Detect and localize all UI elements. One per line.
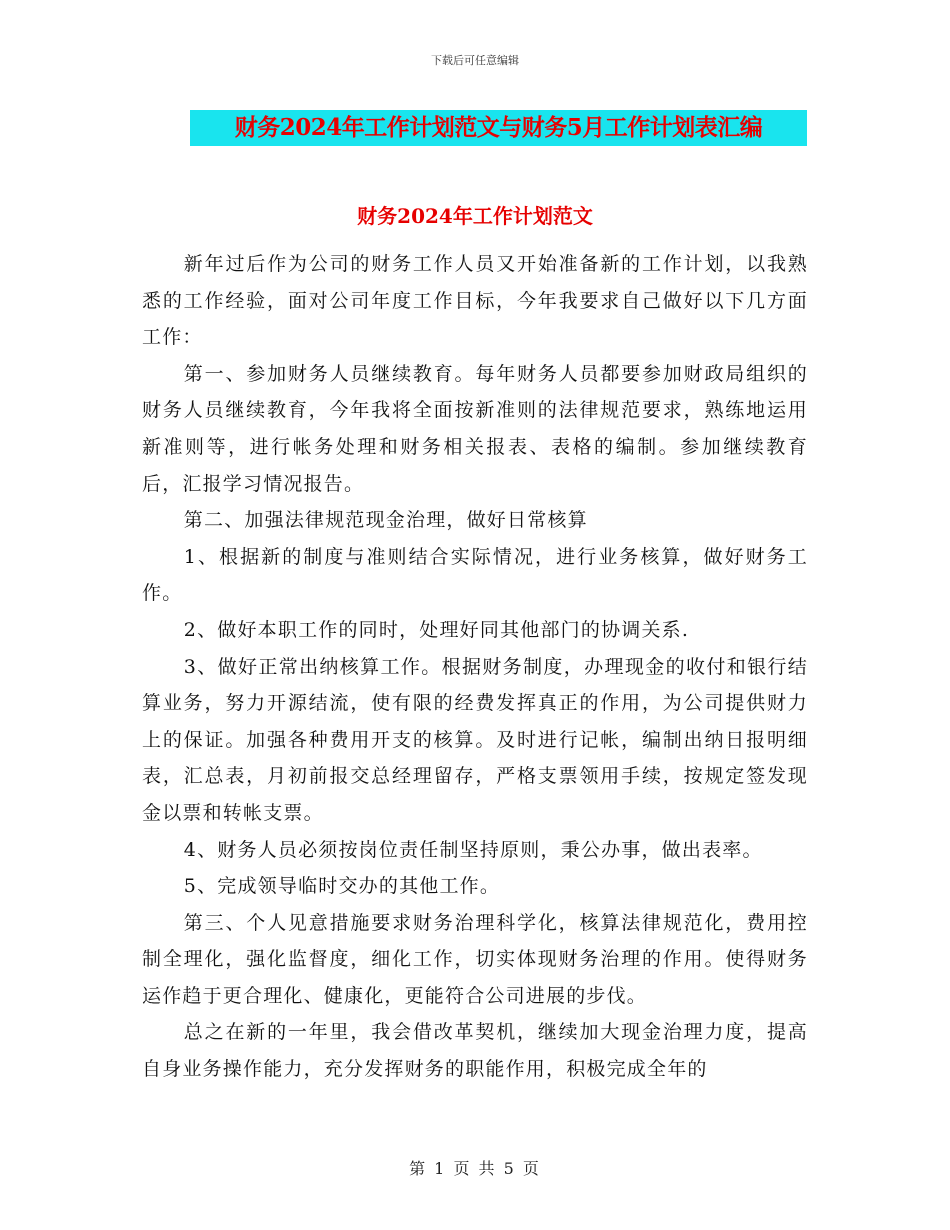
paragraph-subitem-1: 1、根据新的制度与准则结合实际情况，进行业务核算，做好财务工作。: [142, 545, 808, 605]
paragraph-subitem-4: 4、财务人员必须按岗位责任制坚持原则，秉公办事，做出表率。: [183, 838, 763, 861]
paragraph-subitem-2: 2、做好本职工作的同时，处理好同其他部门的协调关系.: [183, 618, 690, 641]
paragraph-subitem-3: 3、做好正常出纳核算工作。根据财务制度，办理现金的收付和银行结算业务，努力开源结流，使有限的经费发挥真正的作用，为公司提供财力上的保证。加强各种费用开支的核算。及时进行记帐，编制出纳日报明细表，汇总表，月初前报交总经理留存，严格支票领用手续，按规定签发现金以票和转帐支票。: [142, 655, 808, 824]
header-note: 下载后可任意编辑: [431, 54, 519, 67]
paragraph-conclusion: 总之在新的一年里，我会借改革契机，继续加大现金治理力度，提高自身业务操作能力，充分发挥财务的职能作用，积极完成全年的: [142, 1021, 808, 1081]
document-title-highlight: [190, 110, 807, 146]
document-body: [142, 246, 808, 1088]
paragraph-subitem-5: 5、完成领导临时交办的其他工作。: [183, 875, 501, 898]
paragraph-item-1: 第一、参加财务人员继续教育。每年财务人员都要参加财政局组织的财务人员继续教育，今年我将全面按新准则的法律规范要求，熟练地运用新准则等，进行帐务处理和财务相关报表、表格的编制。参加继续教育后，汇报学习情况报告。: [142, 362, 808, 495]
paragraph-item-3: 第三、个人见意措施要求财务治理科学化，核算法律规范化，费用控制全理化，强化监督度，细化工作，切实体现财务治理的作用。使得财务运作趋于更合理化、健康化，更能符合公司进展的步伐。: [142, 911, 808, 1007]
section-title: 财务2024年工作计划范文: [357, 204, 593, 228]
page-footer: 第 1 页 共 5 页: [409, 1159, 541, 1178]
paragraph-item-2: 第二、加强法律规范现金治理，做好日常核算: [183, 509, 588, 532]
document-title: 财务2024年工作计划范文与财务5月工作计划表汇编: [234, 114, 763, 141]
paragraph-intro: 新年过后作为公司的财务工作人员又开始准备新的工作计划，以我熟悉的工作经验，面对公司年度工作目标，今年我要求自己做好以下几方面工作：: [142, 253, 808, 349]
